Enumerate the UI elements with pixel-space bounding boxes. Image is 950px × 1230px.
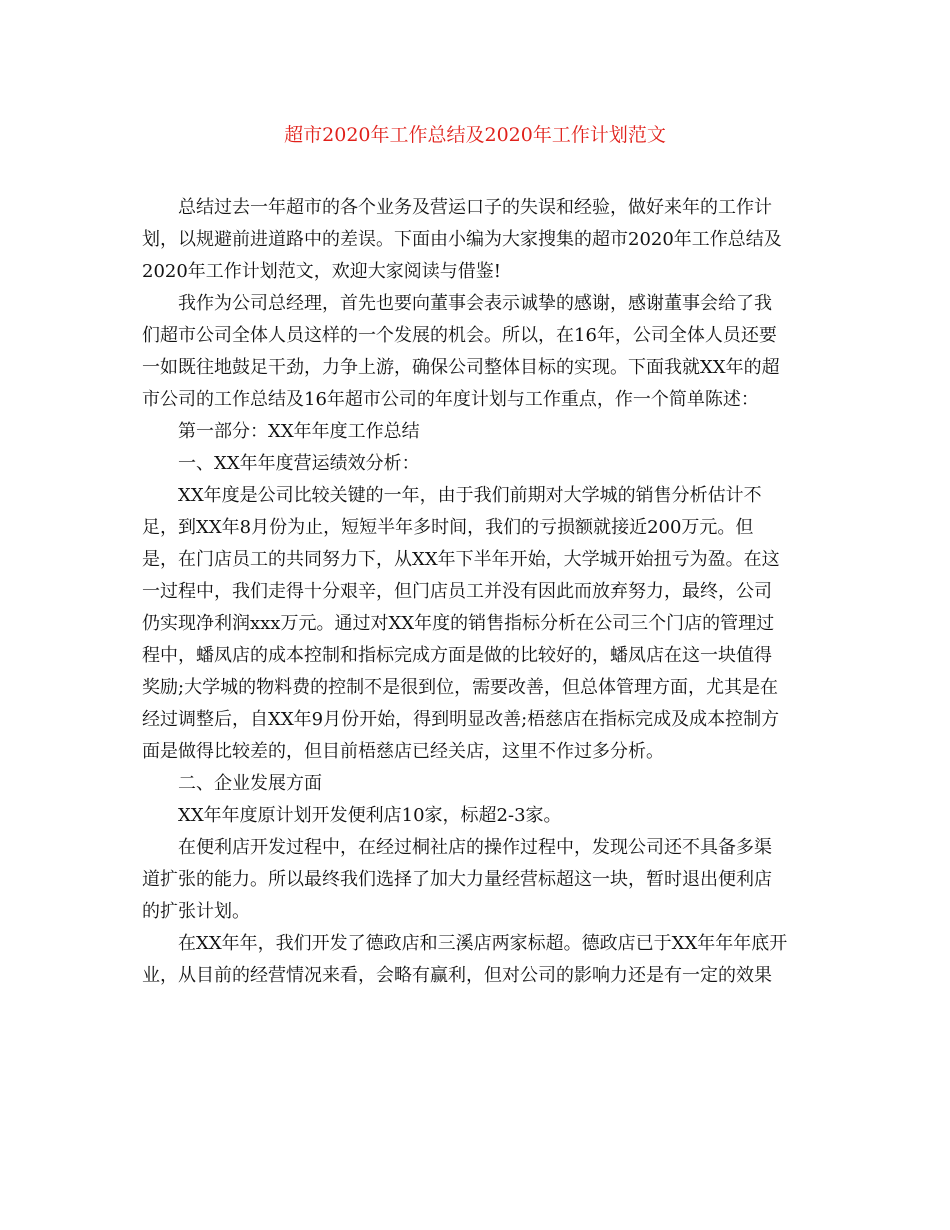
text-line: 面是做得比较差的，但目前梧慈店已经关店，这里不作过多分析。 [142, 741, 664, 762]
paragraph-new-stores [142, 928, 810, 992]
document-title: 超市2020年工作总结及2020年工作计划范文 [284, 124, 666, 146]
text-line: 仍实现净利润xxx万元。通过对XX年度的销售指标分析在公司三个门店的管理过 [142, 613, 775, 634]
text-line: 市公司的工作总结及16年超市公司的年度计划与工作重点，作一个简单陈述： [142, 389, 759, 410]
text-line: 业，从目前的经营情况来看，会略有赢利，但对公司的影响力还是有一定的效果 [142, 965, 772, 986]
text-line: 在XX年年，我们开发了德政店和三溪店两家标超。德政店已于XX年年年底开 [178, 933, 788, 954]
text-line: 们超市公司全体人员这样的一个发展的机会。所以，在16年，公司全体人员还要 [142, 325, 777, 346]
text-line: 在便利店开发过程中，在经过桐社店的操作过程中，发现公司还不具备多渠 [178, 837, 772, 858]
text-line: 经过调整后，自XX年9月份开始，得到明显改善;梧慈店在指标完成及成本控制方 [142, 709, 780, 730]
paragraph-plan [142, 800, 810, 832]
section-heading-development [142, 768, 810, 800]
paragraph-intro [142, 192, 810, 288]
text-line: 总结过去一年超市的各个业务及营运口子的失误和经验，做好来年的工作计 [178, 197, 772, 218]
paragraph-convenience-stores [142, 832, 810, 928]
paragraph-gratitude [142, 288, 810, 416]
text-line: 道扩张的能力。所以最终我们选择了加大力量经营标超这一块，暂时退出便利店 [142, 869, 772, 890]
text-line: 划，以规避前进道路中的差误。下面由小编为大家搜集的超市2020年工作总结及 [142, 229, 782, 250]
text-line: 我作为公司总经理，首先也要向董事会表示诚挚的感谢，感谢董事会给了我 [178, 293, 772, 314]
text-line: 程中，蟠凤店的成本控制和指标完成方面是做的比较好的，蟠凤店在这一块值得 [142, 645, 772, 666]
document-body [142, 192, 810, 992]
section-heading-part-one [142, 416, 810, 448]
text-line: 一、XX年年度营运绩效分析： [178, 453, 420, 474]
text-line: 一过程中，我们走得十分艰辛，但门店员工并没有因此而放弃努力，最终，公司 [142, 581, 772, 602]
text-line: 二、企业发展方面 [178, 773, 322, 794]
text-line: 第一部分：XX年年度工作总结 [178, 421, 420, 442]
paragraph-operations-analysis [142, 480, 810, 768]
text-line: 是，在门店员工的共同努力下，从XX年下半年开始，大学城开始扭亏为盈。在这 [142, 549, 780, 570]
text-line: 一如既往地鼓足干劲，力争上游，确保公司整体目标的实现。下面我就XX年的超 [142, 357, 780, 378]
text-line: 的扩张计划。 [142, 901, 250, 922]
text-line: XX年年度原计划开发便利店10家，标超2-3家。 [178, 805, 562, 826]
text-line: 奖励;大学城的物料费的控制不是很到位，需要改善，但总体管理方面，尤其是在 [142, 677, 779, 698]
section-heading-operations [142, 448, 810, 480]
text-line: XX年度是公司比较关键的一年，由于我们前期对大学城的销售分析估计不 [178, 485, 762, 506]
text-line: 2020年工作计划范文，欢迎大家阅读与借鉴! [142, 261, 502, 282]
text-line: 足，到XX年8月份为止，短短半年多时间，我们的亏损额就接近200万元。但 [142, 517, 754, 538]
